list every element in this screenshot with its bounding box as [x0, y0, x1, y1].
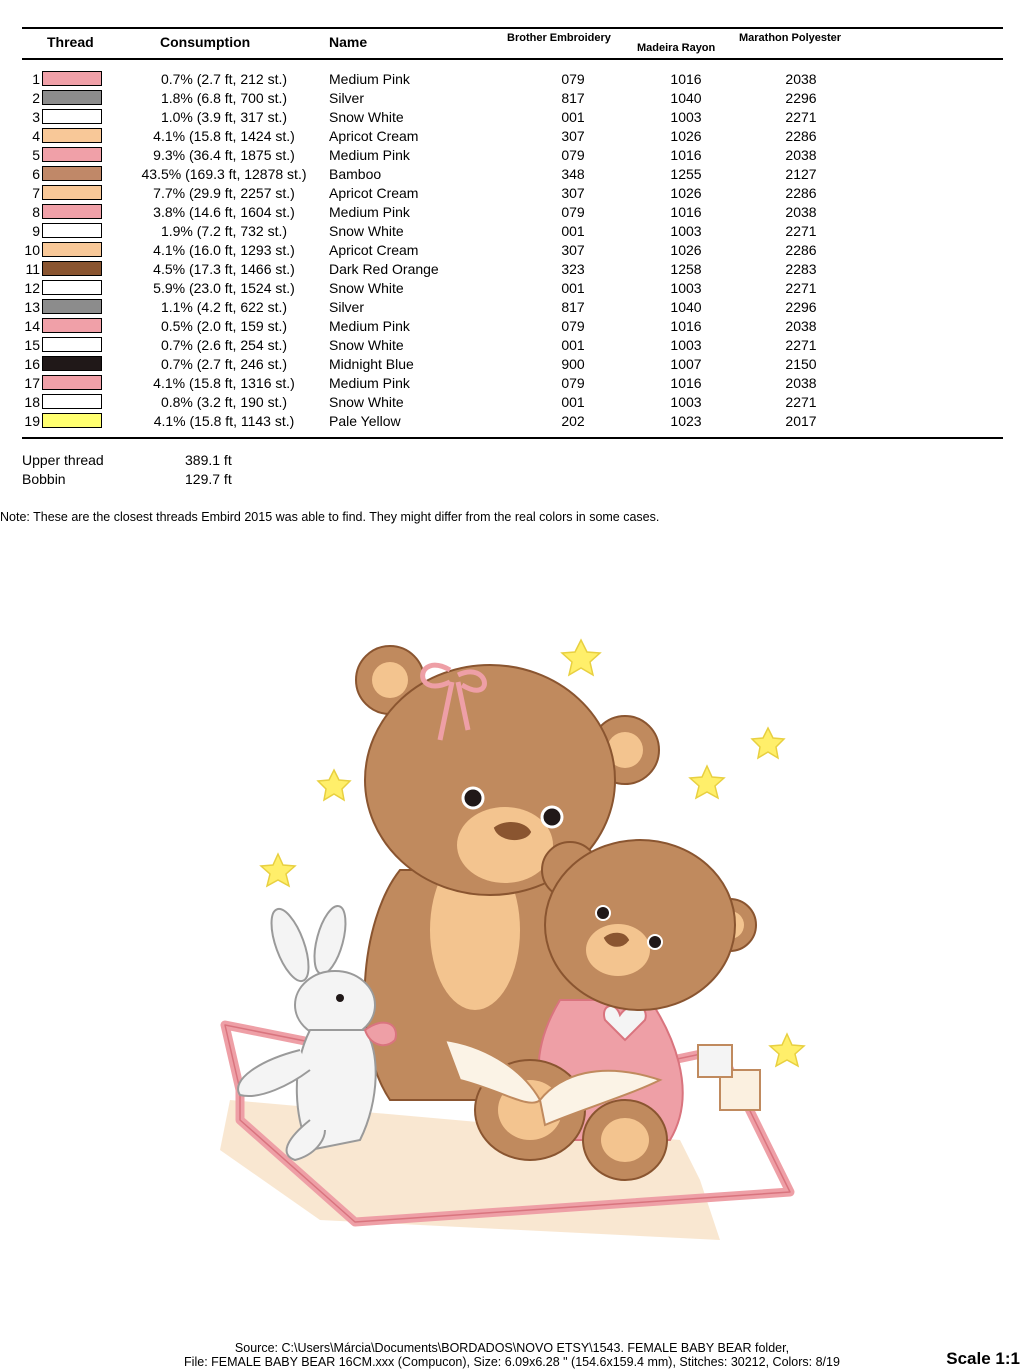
madeira-code: 1016 — [670, 318, 702, 334]
thread-number: 18 — [24, 394, 40, 410]
thread-consumption: 4.1% (15.8 ft, 1143 st.) — [153, 413, 295, 429]
thread-name: Medium Pink — [329, 375, 410, 391]
star-icon — [261, 854, 295, 886]
embroidery-preview — [200, 620, 810, 1250]
table-header-rule — [22, 58, 1003, 60]
toy-blocks-icon — [698, 1045, 760, 1110]
thread-color-swatch — [42, 356, 102, 371]
thread-consumption: 3.8% (14.6 ft, 1604 st.) — [153, 204, 295, 220]
thread-name: Medium Pink — [329, 204, 410, 220]
marathon-code: 2296 — [785, 90, 817, 106]
thread-color-swatch — [42, 71, 102, 86]
marathon-code: 2038 — [785, 375, 817, 391]
thread-number: 13 — [24, 299, 40, 315]
brother-code: 817 — [561, 299, 585, 315]
table-row — [0, 317, 1024, 336]
thread-number: 14 — [24, 318, 40, 334]
marathon-code: 2150 — [785, 356, 817, 372]
brother-code: 202 — [561, 413, 585, 429]
thread-color-swatch — [42, 223, 102, 238]
star-icon — [562, 640, 600, 675]
madeira-code: 1040 — [670, 90, 702, 106]
header-madeira: Madeira Rayon — [637, 42, 716, 54]
brother-code: 001 — [561, 280, 585, 296]
brother-code: 079 — [561, 71, 585, 87]
marathon-code: 2271 — [785, 109, 817, 125]
thread-consumption: 4.1% (16.0 ft, 1293 st.) — [153, 242, 295, 258]
thread-name: Dark Red Orange — [329, 261, 439, 277]
upper-thread-value: 389.1 ft — [185, 452, 232, 468]
thread-consumption: 0.7% (2.7 ft, 246 st.) — [160, 356, 288, 372]
header-name: Name — [329, 34, 368, 50]
table-top-rule — [22, 27, 1003, 29]
thread-consumption: 9.3% (36.4 ft, 1875 st.) — [153, 147, 295, 163]
thread-name: Snow White — [329, 394, 404, 410]
madeira-code: 1016 — [670, 375, 702, 391]
brother-code: 900 — [561, 356, 585, 372]
star-icon — [770, 1034, 804, 1066]
thread-consumption: 7.7% (29.9 ft, 2257 st.) — [153, 185, 295, 201]
thread-number: 4 — [32, 128, 40, 144]
thread-consumption: 1.1% (4.2 ft, 622 st.) — [160, 299, 288, 315]
table-row — [0, 146, 1024, 165]
brother-code: 079 — [561, 147, 585, 163]
table-row — [0, 184, 1024, 203]
thread-name: Snow White — [329, 109, 404, 125]
marathon-code: 2286 — [785, 242, 817, 258]
thread-number: 7 — [32, 185, 40, 201]
madeira-code: 1016 — [670, 147, 702, 163]
brother-code: 001 — [561, 337, 585, 353]
marathon-code: 2271 — [785, 394, 817, 410]
thread-number: 15 — [24, 337, 40, 353]
thread-number: 12 — [24, 280, 40, 296]
thread-name: Silver — [329, 299, 365, 315]
marathon-code: 2127 — [785, 166, 817, 182]
thread-number: 1 — [32, 71, 40, 87]
table-row — [0, 355, 1024, 374]
brother-code: 323 — [561, 261, 585, 277]
table-row — [0, 260, 1024, 279]
table-row — [0, 89, 1024, 108]
thread-number: 17 — [24, 375, 40, 391]
thread-color-swatch — [42, 185, 102, 200]
madeira-code: 1023 — [670, 413, 702, 429]
brother-code: 001 — [561, 223, 585, 239]
madeira-code: 1016 — [670, 204, 702, 220]
table-row — [0, 127, 1024, 146]
thread-number: 10 — [24, 242, 40, 258]
madeira-code: 1026 — [670, 128, 702, 144]
header-brother: Brother Embroidery — [507, 32, 611, 44]
marathon-code: 2271 — [785, 223, 817, 239]
thread-name: Apricot Cream — [329, 185, 419, 201]
madeira-code: 1255 — [670, 166, 702, 182]
thread-color-swatch — [42, 375, 102, 390]
thread-number: 3 — [32, 109, 40, 125]
thread-color-swatch — [42, 413, 102, 428]
table-row — [0, 393, 1024, 412]
thread-color-swatch — [42, 109, 102, 124]
thread-consumption: 0.8% (3.2 ft, 190 st.) — [160, 394, 288, 410]
table-row — [0, 374, 1024, 393]
madeira-code: 1003 — [670, 223, 702, 239]
marathon-code: 2286 — [785, 128, 817, 144]
madeira-code: 1258 — [670, 261, 702, 277]
thread-name: Medium Pink — [329, 71, 410, 87]
marathon-code: 2283 — [785, 261, 817, 277]
table-row — [0, 108, 1024, 127]
thread-consumption: 1.8% (6.8 ft, 700 st.) — [160, 90, 288, 106]
table-row — [0, 203, 1024, 222]
marathon-code: 2038 — [785, 318, 817, 334]
thread-color-swatch — [42, 280, 102, 295]
thread-name: Bamboo — [329, 166, 382, 182]
brother-code: 001 — [561, 109, 585, 125]
thread-number: 16 — [24, 356, 40, 372]
thread-consumption: 5.9% (23.0 ft, 1524 st.) — [153, 280, 295, 296]
header-consumption: Consumption — [160, 34, 251, 50]
brother-code: 817 — [561, 90, 585, 106]
thread-name: Apricot Cream — [329, 242, 419, 258]
brother-code: 307 — [561, 128, 585, 144]
thread-consumption: 4.1% (15.8 ft, 1424 st.) — [153, 128, 295, 144]
brother-code: 307 — [561, 242, 585, 258]
thread-number: 2 — [32, 90, 40, 106]
table-bottom-rule — [22, 437, 1003, 439]
thread-color-swatch — [42, 299, 102, 314]
madeira-code: 1003 — [670, 109, 702, 125]
upper-thread-label: Upper thread — [22, 452, 104, 468]
thread-name: Medium Pink — [329, 318, 410, 334]
madeira-code: 1003 — [670, 394, 702, 410]
thread-color-swatch — [42, 337, 102, 352]
bobbin-label: Bobbin — [22, 471, 66, 487]
marathon-code: 2271 — [785, 337, 817, 353]
table-row — [0, 70, 1024, 89]
star-icon — [690, 766, 724, 798]
table-row — [0, 165, 1024, 184]
marathon-code: 2271 — [785, 280, 817, 296]
marathon-code: 2038 — [785, 71, 817, 87]
thread-consumption: 1.9% (7.2 ft, 732 st.) — [160, 223, 288, 239]
thread-color-swatch — [42, 394, 102, 409]
thread-color-swatch — [42, 90, 102, 105]
brother-code: 079 — [561, 375, 585, 391]
thread-number: 8 — [32, 204, 40, 220]
thread-color-swatch — [42, 261, 102, 276]
thread-name: Medium Pink — [329, 147, 410, 163]
brother-code: 348 — [561, 166, 585, 182]
thread-number: 19 — [24, 413, 40, 429]
thread-consumption: 1.0% (3.9 ft, 317 st.) — [160, 109, 288, 125]
thread-consumption: 0.7% (2.7 ft, 212 st.) — [160, 71, 288, 87]
footer-file: File: FEMALE BABY BEAR 16CM.xxx (Compucon), Size: 6.09x6.28 " (154.6x159.4 mm), Stitches: 30212, Colors: 8/19 — [184, 1355, 840, 1369]
thread-color-swatch — [42, 204, 102, 219]
madeira-code: 1007 — [670, 356, 702, 372]
thread-number: 5 — [32, 147, 40, 163]
table-row — [0, 412, 1024, 431]
marathon-code: 2017 — [785, 413, 817, 429]
thread-number: 11 — [25, 261, 40, 277]
star-icon — [318, 770, 350, 800]
thread-consumption: 4.5% (17.3 ft, 1466 st.) — [153, 261, 295, 277]
thread-name: Pale Yellow — [329, 413, 401, 429]
header-marathon: Marathon Polyester — [739, 32, 842, 44]
thread-name: Snow White — [329, 223, 404, 239]
table-row — [0, 298, 1024, 317]
madeira-code: 1003 — [670, 280, 702, 296]
scale-label: Scale 1:1 — [946, 1349, 1020, 1368]
brother-code: 307 — [561, 185, 585, 201]
madeira-code: 1026 — [670, 242, 702, 258]
marathon-code: 2296 — [785, 299, 817, 315]
thread-name: Apricot Cream — [329, 128, 419, 144]
madeira-code: 1026 — [670, 185, 702, 201]
thread-color-swatch — [42, 128, 102, 143]
header-thread: Thread — [47, 34, 94, 50]
bobbin-value: 129.7 ft — [185, 471, 232, 487]
table-row — [0, 336, 1024, 355]
thread-consumption: 4.1% (15.8 ft, 1316 st.) — [153, 375, 295, 391]
thread-color-swatch — [42, 318, 102, 333]
marathon-code: 2038 — [785, 204, 817, 220]
thread-name: Snow White — [329, 337, 404, 353]
brother-code: 079 — [561, 318, 585, 334]
thread-number: 6 — [32, 166, 40, 182]
brother-code: 079 — [561, 204, 585, 220]
brother-code: 001 — [561, 394, 585, 410]
thread-color-swatch — [42, 166, 102, 181]
thread-name: Midnight Blue — [329, 356, 414, 372]
star-icon — [752, 728, 784, 758]
marathon-code: 2286 — [785, 185, 817, 201]
madeira-code: 1003 — [670, 337, 702, 353]
thread-color-swatch — [42, 147, 102, 162]
table-row — [0, 222, 1024, 241]
table-row — [0, 279, 1024, 298]
footer-source: Source: C:\Users\Márcia\Documents\BORDADOS\NOVO ETSY\1543. FEMALE BABY BEAR folder, — [234, 1341, 790, 1355]
thread-consumption: 0.7% (2.6 ft, 254 st.) — [160, 337, 288, 353]
madeira-code: 1040 — [670, 299, 702, 315]
thread-note: Note: These are the closest threads Embird 2015 was able to find. They might differ from the real colors in some cases. — [0, 510, 660, 524]
madeira-code: 1016 — [670, 71, 702, 87]
marathon-code: 2038 — [785, 147, 817, 163]
thread-color-swatch — [42, 242, 102, 257]
thread-consumption: 0.5% (2.0 ft, 159 st.) — [160, 318, 288, 334]
thread-name: Snow White — [329, 280, 404, 296]
thread-number: 9 — [32, 223, 40, 239]
table-row — [0, 241, 1024, 260]
thread-name: Silver — [329, 90, 365, 106]
thread-consumption: 43.5% (169.3 ft, 12878 st.) — [141, 166, 307, 182]
